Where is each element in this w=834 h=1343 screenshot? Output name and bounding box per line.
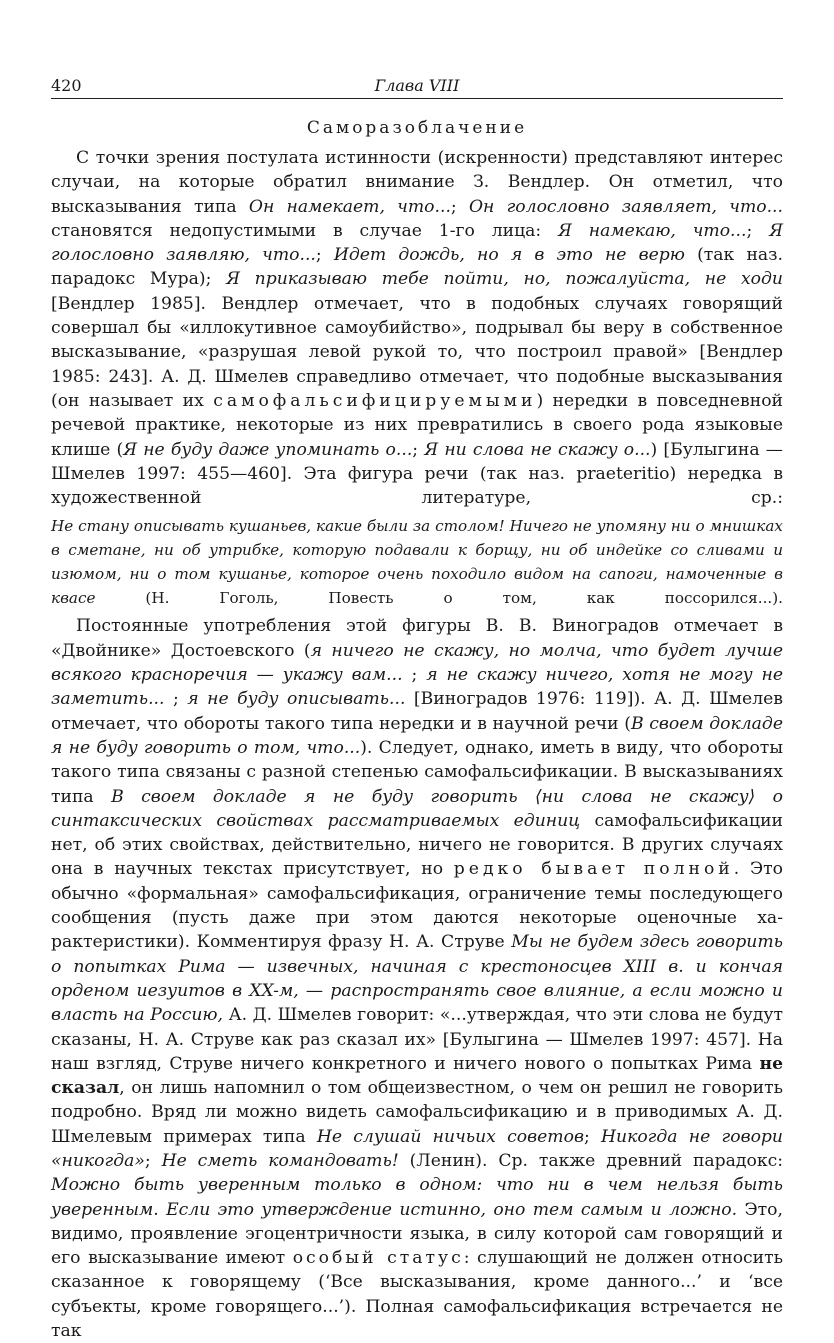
body-text [51, 146, 783, 1343]
page-number: 420 [51, 76, 82, 95]
chapter-title: Глава VIII [374, 76, 460, 95]
running-header [51, 70, 783, 99]
paragraph-2: Постоянные употребления этой фигуры В. В. Виноградов отмечает в «Двойнике» Достоевского (я ничего не скажу, но молча, что будет лучше всякого красноречия — укажу вам... ; я не скажу ничего, хотя не могу не заметить... ; я не буду описывать... [Виноградов 1976: 119]). А. Д. Шмелев отмечает, что обороты такого типа нередки и в научной речи (В своем докладе я не буду говорить о том, что...). Следует, однако, иметь в виду, что обороты такого типа связаны с разной степенью самофальсификации. В высказываниях типа В своем докладе я не буду говорить ⟨ни слова не скажу⟩ о синтаксических свойствах рассматриваемых единиц самофальсификации нет, об этих свойствах, действительно, ничего не говорится. В других случаях она в научных текстах присутствует, но редко бывает полной. Это обычно «формальная» самофальсификация, ограничение темы последующего сообщения (пусть даже при этом даются некоторые оценочные характеристики). Комментируя фразу Н. А. Струве Мы не будем здесь говорить о попытках Рима — извечных, начиная с крестоносцев XIII в. и кончая орденом иезуитов в XX-м, — распространять свое влияние, а если можно и власть на Россию, А. Д. Шмелев говорит: «...утверждая, что эти слова не будут сказаны, Н. А. Струве как раз сказал их» [Булыгина — Шмелев 1997: 457]. На наш взгляд, Струве ничего конкретного и ничего нового о попытках Рима не сказал, он лишь напомнил о том общеизвестном, о чем он решил не говорить подробно. Вряд ли можно видеть самофальсификацию и в приводимых А. Д. Шмелевым примерах типа Не слушай ничьих советов; Никогда не говори «никогда»; Не сметь командовать! (Ленин). Ср. также древний парадокс: Можно быть уверенным только в одном: что ни в чем нельзя быть уверенным. Если это утверждение истинно, оно тем самым и ложно. Это, видимо, проявление эгоцентричности языка, в силу которой сам говорящий и его высказывание имеют особый статус: слушающий не должен относить сказанное к говорящему (‘Все высказывания, кроме данного...’ и ‘все субъекты, кроме говорящего...’). Полная самофальсификация встречается не так [51, 616, 783, 1342]
paragraph-1: С точки зрения постулата истинности (искренности) представляют интерес случаи, на которые обратил внимание З. Вендлер. Он отметил, что высказывания типа Он намекает, что...; Он голословно заявляет, что... становятся недопустимыми в случае 1-го лица: Я намекаю, что...; Я голословно заявляю, что...; Идет дождь, но я в это не верю (так наз. парадокс Мура); Я приказываю тебе пойти, но, пожалуйста, не ходи [Вендлер 1985]. Вендлер отмечает, что в подобных случаях говорящий совершал бы «иллокутивное самоубийство», подрывал бы веру в собственное высказывание, «разрушая левой рукой то, что построил правой» [Вендлер 1985: 243]. А. Д. Шмелев справедливо отмечает, что подобные высказывания (он называет их самофальсифицируемыми) нередки в повседневной речевой практике, некоторые из них превратились в своего рода языковые клише (Я не буду даже упоминать о...; Я ни слова не скажу о...) [Булыгина — Шмелев 1997: 455—460]. Эта фигура речи (так наз. praeteritio) нередка в художественной литературе, ср.: [51, 148, 783, 509]
section-title: Саморазоблачение [306, 118, 528, 138]
block-quote: Не стану описывать кушаньев, какие были за столом! Ничего не упомяну ни о мнишках в сметане, ни об утрибке, которую подавали к борщу, ни об индейке со сливами и изюмом, ни о том кушанье, которое очень походило видом на сапоги, намоченные в квасе (Н. Гоголь, Повесть о том, как поссорился...). [51, 517, 783, 608]
